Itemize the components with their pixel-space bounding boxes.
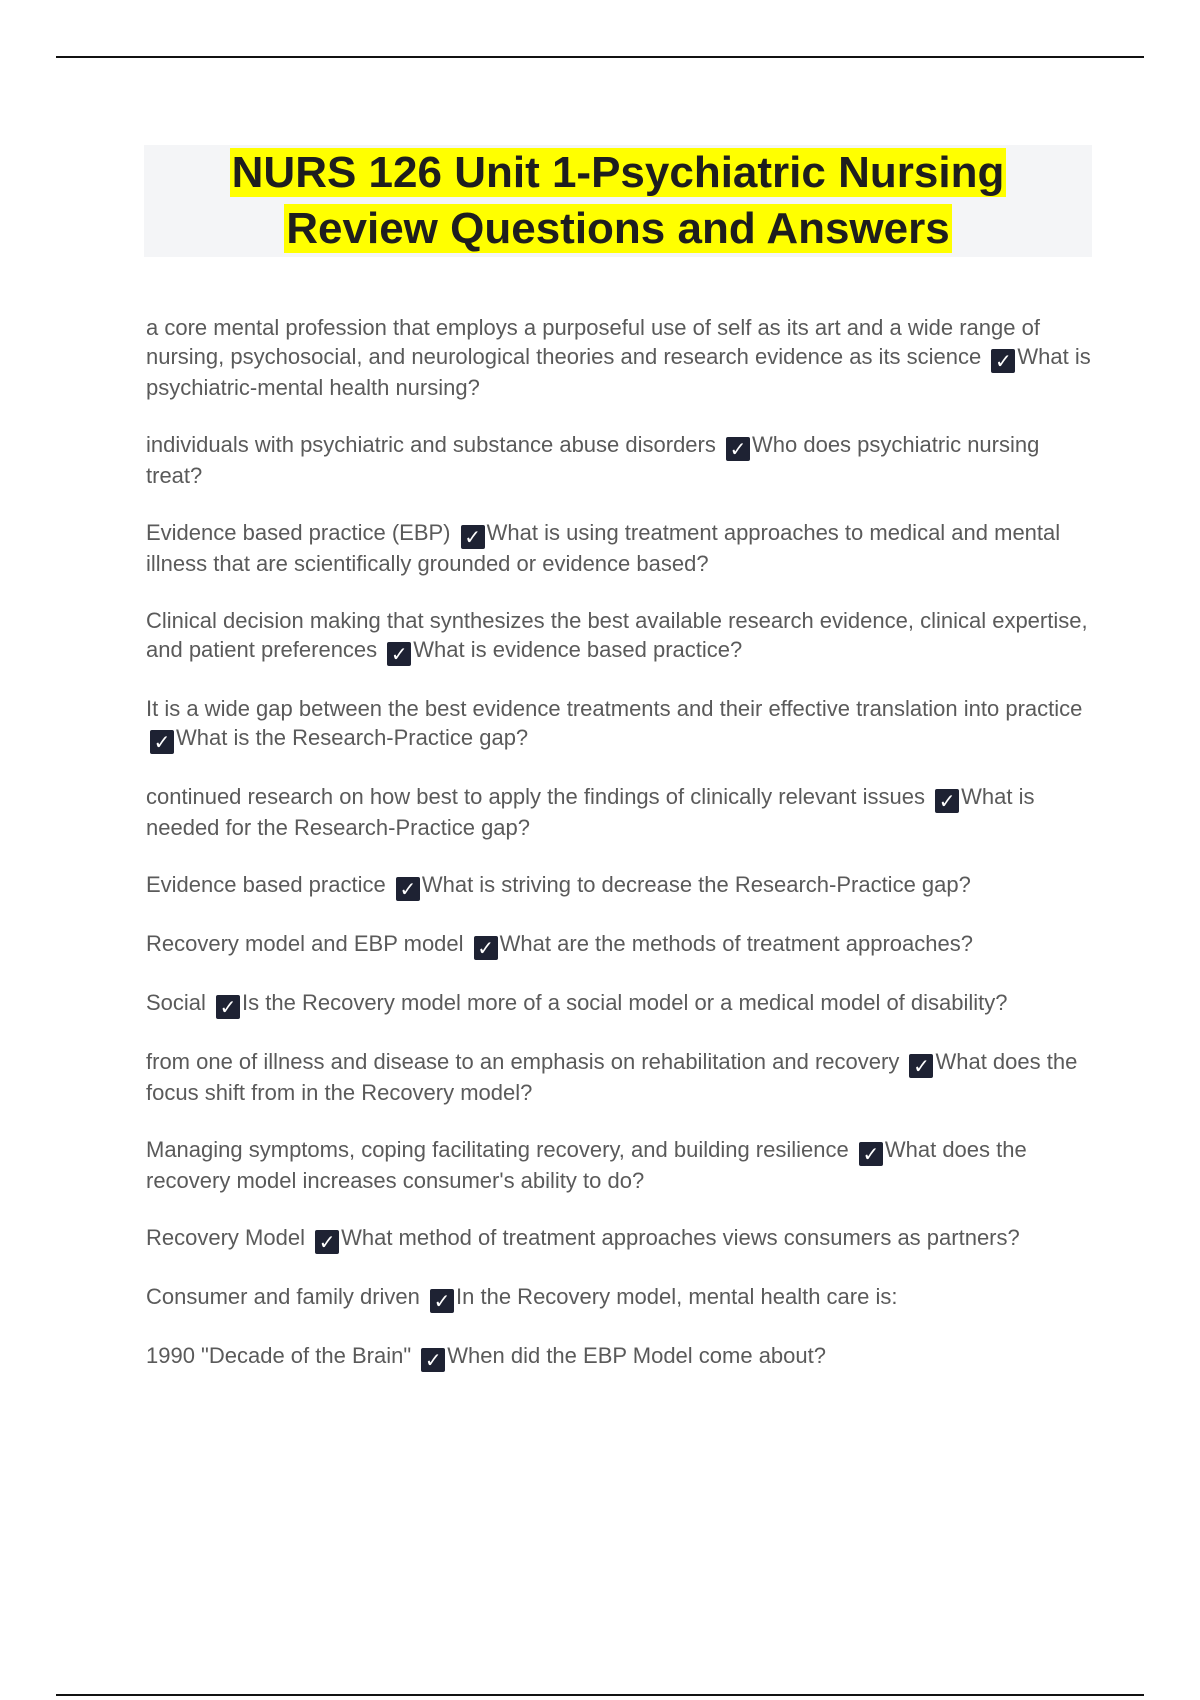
question-text: When did the EBP Model come about? — [447, 1343, 826, 1368]
qa-list — [146, 313, 1091, 1400]
question-text: What is the Research-Practice gap? — [176, 725, 529, 750]
checkmark-icon: ✓ — [396, 877, 420, 901]
qa-item — [146, 782, 1091, 842]
answer-text: Recovery Model — [146, 1225, 305, 1250]
document-title-line-1: NURS 126 Unit 1-Psychiatric Nursing — [231, 148, 1005, 197]
qa-item — [146, 1135, 1091, 1195]
checkmark-icon: ✓ — [726, 437, 750, 461]
title-block — [144, 145, 1092, 257]
question-text: What is evidence based practice? — [413, 637, 743, 662]
checkmark-icon: ✓ — [474, 936, 498, 960]
question-text: What is striving to decrease the Research-Practice gap? — [421, 872, 971, 897]
checkmark-icon: ✓ — [909, 1054, 933, 1078]
answer-text: Clinical decision making that synthesizes the best available research evidence, clinical expertise, and patient preferences — [146, 608, 1088, 662]
answer-text: It is a wide gap between the best evidence treatments and their effective translation into practice — [146, 696, 1083, 721]
qa-item — [146, 1223, 1091, 1254]
qa-item — [146, 694, 1091, 754]
top-rule — [56, 56, 1144, 58]
question-text: What does the recovery model increases consumer's ability to do? — [146, 1137, 1027, 1193]
checkmark-icon: ✓ — [859, 1142, 883, 1166]
qa-item — [146, 988, 1091, 1019]
answer-text: 1990 "Decade of the Brain" — [146, 1343, 412, 1368]
checkmark-icon: ✓ — [935, 789, 959, 813]
answer-text: Recovery model and EBP model — [146, 931, 464, 956]
checkmark-icon: ✓ — [150, 730, 174, 754]
question-text: What is psychiatric-mental health nursing? — [146, 344, 1091, 400]
answer-text: Evidence based practice — [146, 872, 386, 897]
bottom-rule — [56, 1694, 1144, 1696]
answer-text: a core mental profession that employs a purposeful use of self as its art and a wide range of nursing, psychosocial, and neurological theories and research evidence as its science — [146, 315, 1040, 369]
checkmark-icon: ✓ — [991, 349, 1015, 373]
qa-item — [146, 1047, 1091, 1107]
question-text: Is the Recovery model more of a social model or a medical model of disability? — [242, 990, 1008, 1015]
question-text: What is using treatment approaches to medical and mental illness that are scientifically grounded or evidence based? — [146, 520, 1061, 576]
question-text: What does the focus shift from in the Recovery model? — [146, 1049, 1078, 1105]
question-text: Who does psychiatric nursing treat? — [146, 432, 1040, 488]
question-text: What is needed for the Research-Practice gap? — [146, 784, 1035, 840]
answer-text: individuals with psychiatric and substance abuse disorders — [146, 432, 716, 457]
question-text: In the Recovery model, mental health care is: — [456, 1284, 898, 1309]
qa-item — [146, 313, 1091, 402]
answer-text: continued research on how best to apply the findings of clinically relevant issues — [146, 784, 926, 809]
checkmark-icon: ✓ — [461, 525, 485, 549]
qa-item — [146, 518, 1091, 578]
answer-text: Evidence based practice (EBP) — [146, 520, 451, 545]
checkmark-icon: ✓ — [421, 1348, 445, 1372]
checkmark-icon: ✓ — [216, 995, 240, 1019]
question-text: What are the methods of treatment approaches? — [499, 931, 973, 956]
answer-text: Social — [146, 990, 206, 1015]
qa-item — [146, 606, 1091, 666]
answer-text: from one of illness and disease to an emphasis on rehabilitation and recovery — [146, 1049, 900, 1074]
checkmark-icon: ✓ — [387, 642, 411, 666]
question-text: What method of treatment approaches views consumers as partners? — [341, 1225, 1020, 1250]
qa-item — [146, 929, 1091, 960]
answer-text: Consumer and family driven — [146, 1284, 420, 1309]
qa-item — [146, 1341, 1091, 1372]
qa-item — [146, 430, 1091, 490]
checkmark-icon: ✓ — [315, 1230, 339, 1254]
document-title-line-2: Review Questions and Answers — [286, 204, 950, 253]
qa-item — [146, 1282, 1091, 1313]
checkmark-icon: ✓ — [430, 1289, 454, 1313]
qa-item — [146, 870, 1091, 901]
answer-text: Managing symptoms, coping facilitating recovery, and building resilience — [146, 1137, 849, 1162]
